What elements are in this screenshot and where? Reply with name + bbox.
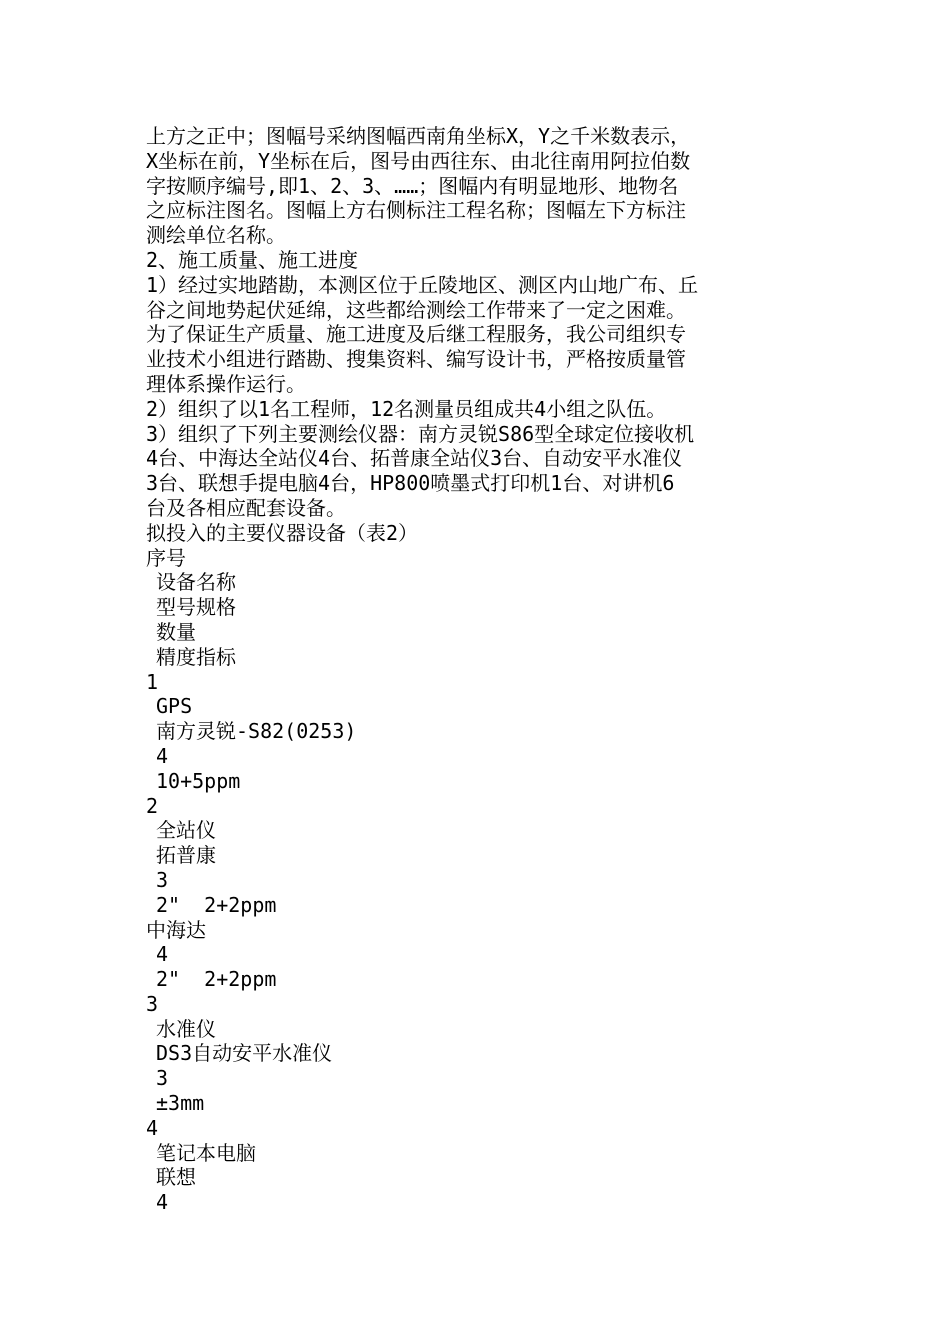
table-row-no: 3 (146, 991, 159, 1016)
paragraph-line: 业技术小组进行踏勘、搜集资料、编写设计书，严格按质量管 (146, 347, 686, 372)
table-cell: 4 (156, 1190, 169, 1215)
document-body (146, 124, 826, 1215)
table-cell: ±3mm (156, 1091, 205, 1116)
table-cell: 3 (156, 867, 169, 892)
table-row-no: 中海达 (146, 917, 206, 942)
table-cell: 拓普康 (156, 843, 216, 868)
table-cell: 4 (156, 942, 169, 967)
table-row-no: 1 (146, 669, 159, 694)
table-cell: 2" 2+2ppm (156, 892, 277, 917)
table-cell: 全站仪 (156, 818, 216, 843)
paragraph-line: 台及各相应配套设备。 (146, 495, 346, 520)
paragraph-line: 为了保证生产质量、施工进度及后继工程服务，我公司组织专 (146, 322, 686, 347)
paragraph-line: 2）组织了以1名工程师，12名测量员组成共4小组之队伍。 (146, 396, 667, 421)
paragraph-line: 谷之间地势起伏延绵，这些都给测绘工作带来了一定之困难。 (146, 297, 686, 322)
table-header-cell: 设备名称 (156, 570, 236, 595)
table-cell: 10+5ppm (156, 768, 241, 793)
paragraph-line: 3）组织了下列主要测绘仪器：南方灵锐S86型全球定位接收机 (146, 421, 695, 446)
table-cell: 南方灵锐-S82(0253) (156, 719, 357, 744)
paragraph-line: X坐标在前，Y坐标在后，图号由西往东、由北往南用阿拉伯数 (146, 148, 691, 173)
table-cell: DS3自动安平水准仪 (156, 1041, 333, 1066)
section-heading: 2、施工质量、施工进度 (146, 247, 359, 272)
paragraph-line: 3台、联想手提电脑4台，HP800喷墨式打印机1台、对讲机6 (146, 471, 675, 496)
table-header-no: 序号 (146, 545, 186, 570)
table-caption: 拟投入的主要仪器设备（表2） (146, 520, 419, 545)
table-cell: GPS (156, 694, 193, 719)
paragraph-line: 4台、中海达全站仪4台、拓普康全站仪3台、自动安平水准仪 (146, 446, 683, 471)
table-cell: 水准仪 (156, 1016, 216, 1041)
table-cell: 4 (156, 743, 169, 768)
paragraph-line: 之应标注图名。图幅上方右侧标注工程名称；图幅左下方标注 (146, 198, 686, 223)
table-header-cell: 数量 (156, 619, 196, 644)
paragraph-line: 1）经过实地踏勘，本测区位于丘陵地区、测区内山地广布、丘 (146, 272, 699, 297)
table-row-no: 2 (146, 793, 159, 818)
paragraph-line: 字按顺序编号,即1、2、3、……；图幅内有明显地形、地物名 (146, 173, 679, 198)
table-header-cell: 型号规格 (156, 595, 236, 620)
table-cell: 2" 2+2ppm (156, 967, 277, 992)
paragraph-line: 上方之正中；图幅号采纳图幅西南角坐标X，Y之千米数表示， (146, 124, 691, 148)
paragraph-line: 测绘单位名称。 (146, 223, 286, 248)
table-cell: 3 (156, 1066, 169, 1091)
table-header-cell: 精度指标 (156, 644, 236, 669)
paragraph-line: 理体系操作运行。 (146, 371, 306, 396)
table-cell: 联想 (156, 1165, 196, 1190)
table-row-no: 4 (146, 1115, 159, 1140)
table-cell: 笔记本电脑 (156, 1140, 256, 1165)
